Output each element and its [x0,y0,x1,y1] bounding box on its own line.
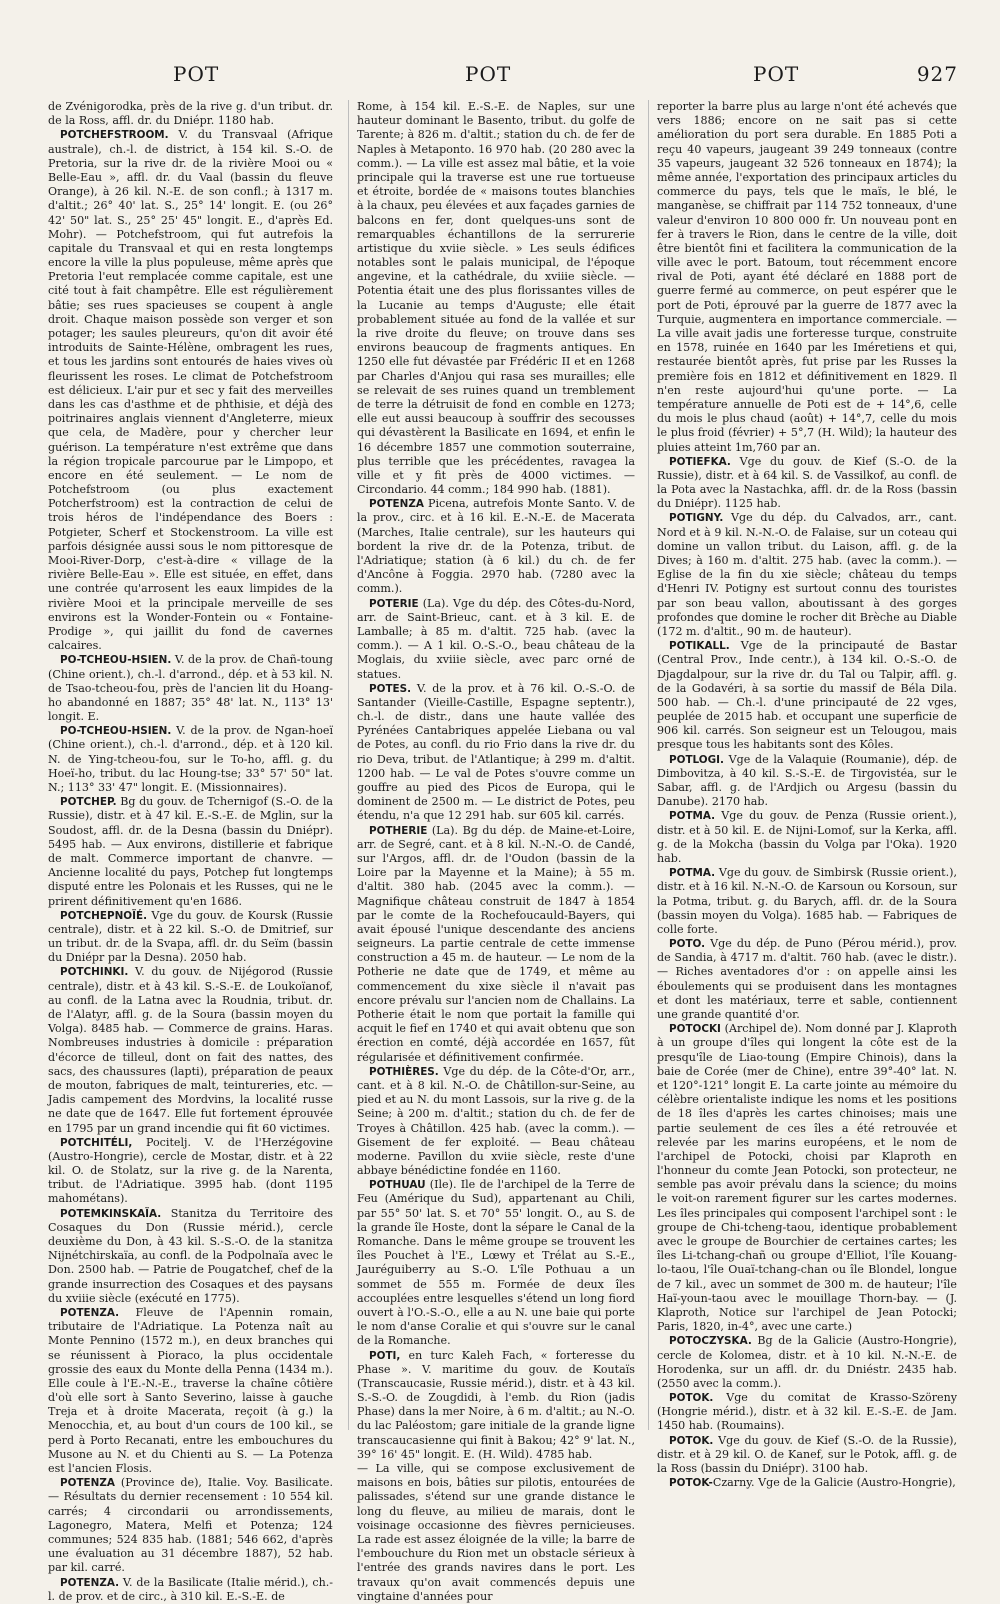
entry-headword: POTIGNY. [669,512,724,525]
dictionary-entry [357,1178,635,1348]
dictionary-entry [357,497,635,596]
entry-text: Vge du comitat de Krasso-Szöreny (Hongrie mérid.), distr. et à 32 kil. E.-S.-E. de Jam. 1450 hab. (Roumains). [657,1391,957,1433]
dictionary-entry [357,597,635,682]
entry-text: V. de la prov. et à 76 kil. O.-S.-O. de Santander (Vieille-Castille, Espagne septentr.), ch.-l. de distr., dans une haute vallée des Pyrénées Cantabriques appelée Liebana ou val de Potes, au confl. du rio Frio dans la rive dr. du rio Deva, tribut. de l'Atlantique; à 299 m. d'altit. 1200 hab. — Le val de Potes s'ouvre comme un gouffre au pied des Picos de Europa, qui le dominent de 2500 m. — Le district de Potes, peu étendu, n'a que 12 291 hab. sur 605 kil. carrés. [357,681,635,823]
entry-headword: POTOK. [669,1434,714,1447]
dictionary-entry [657,809,957,866]
dictionary-entry [657,1434,957,1477]
dictionary-entry [48,724,333,795]
entry-text: Bg du gouv. de Tchernigof (S.-O. de la Russie), distr. et à 47 kil. E.-S.-E. de Mglin, sur la Soudost, affl. dr. de la Desna (bassin du Dniépr). 5495 hab. — Aux environs, distillerie et fabrique de malt. Commerce important de chanvre. — Ancienne localité du pays, Potchep fut longtemps disputé entre les Polonais et les Russes, qui ne le prirent définitivement qu'en 1686. [48,795,333,908]
entry-headword: POTCHINKI. [60,966,129,979]
entry-headword: POTO. [669,938,706,951]
entry-text: Vge de la principauté de Bastar (Central Prov., Inde centr.), à 134 kil. O.-S.-O. de Djagdalpour, sur la rive dr. du Tal ou Talpir, affl. g. de la Godavéri, à sa sortie du massif de Béla Dila. 500 hab. — Ch.-l. d'une principauté de 22 vges, peuplée de 2015 hab. et occupant une superficie de 906 kil. carrés. Son seigneur est un Telougou, mais presque tous les habitants sont des Kôles. [657,639,957,752]
header-left-guideword: POT [173,62,220,86]
dictionary-entry [48,795,333,909]
entry-text: V. de la prov. de Chañ-toung (Chine orient.), ch.-l. d'arrond., dép. et à 53 kil. N. de Tsao-tcheou-fou, près de l'ancien lit du Hoang-ho abandonné en 1887; 35° 48' lat. N., 113° 13' longit. E. [48,653,333,724]
entry-headword: POTOK. [669,1392,714,1405]
entry-headword: POTOCZYSKA. [669,1335,752,1348]
entry-text: de Zvénigorodka, près de la rive g. d'un tribut. dr. de la Ross, affl. dr. du Dniépr. 1180 hab. [48,100,333,128]
entry-text: Pocitelj. V. de l'Herzégovine (Austro-Hongrie), cercle de Mostar, distr. et à 22 kil. O. de Stolatz, sur la rive g. de la Narenta, tribut. de l'Adriatique. 3995 hab. (dont 1195 mahométans). [48,1135,333,1206]
entry-headword: POTERIE [369,597,419,610]
entry-text: Vge du gouv. de Penza (Russie orient.), distr. et à 50 kil. E. de Nijni-Lomof, sur la Kerka, affl. g. de la Mokcha (bassin du Volga par l'Oka). 1920 hab. [657,809,957,865]
entry-text: en turc Kaleh Fach, « forteresse du Phase ». V. maritime du gouv. de Koutaïs (Transcaucasie, Russie mérid.), distr. et à 43 kil. S.-S.-O. de Zougdidi, à l'emb. du Rion (jadis Phase) dans la mer Noire, à 6 m. d'altit.; au N.-O. du lac Paléostom; gare initiale de la grande ligne transcaucasienne qui finit à Bakou; 42° 9' lat. N., 39° 16' 45" longit. E. (H. Wild). 4785 hab. [357,1348,635,1461]
dictionary-entry [48,1576,333,1604]
dictionary-entry [657,1476,957,1490]
entry-headword: POTCHEFSTROOM. [60,129,169,142]
entry-text: Vge du gouv. de Koursk (Russie centrale), distr. et à 22 kil. S.-O. de Dmitrief, sur un tribut. dr. de la Svapa, affl. dr. du Seïm (bassin du Dniépr par la Desna). 2050 hab. [48,908,333,965]
dictionary-entry [657,100,957,455]
running-header [48,62,958,96]
entry-text: Fleuve de l'Apennin romain, tributaire de l'Adriatique. La Potenza naît au Monte Pennino (1572 m.), en deux branches qui se réunissent à Pioraco, la plus occidentale grossie des eaux du Monte della Penna (1434 m.). Elle coule à l'E.-N.-E., traverse la chaîne côtière d'où elle sort à Santo Severino, laisse à gauche Treja et à droite Macerata, reçoit (à g.) la Menocchia, et, au bout d'un cours de 100 kil., se perd à Porto Recanati, entre les embouchures du Musone au N. et du Chienti au S. — La Potenza est l'ancien Flosis. [48,1305,333,1475]
dictionary-entry [48,653,333,724]
entry-text: (La). Bg du dép. de Maine-et-Loire, arr. de Segré, cant. et à 8 kil. N.-N.-O. de Candé, sur l'Argos, affl. dr. de l'Oudon (bassin de la Loire par la Mayenne et la Maine); à 55 m. d'altit. 380 hab. (2045 avec la comm.). — Magnifique château construit de 1847 à 1854 par le comte de la Rochefoucauld-Bayers, qui avait épousé l'unique descendante des anciens seigneurs. La partie centrale de cette immense construction a 45 m. de hauteur. — Le nom de la Potherie ne date que de 1749, et même au commencement du xixe siècle il n'avait pas encore prévalu sur l'ancien nom de Challains. La Potherie était le nom que portait la famille qui acquit le fief en 1740 et qui avait obtenu que son érection en comté, déjà accordée en 1657, fût régularisée et définitivement confirmée. [357,823,635,1064]
entry-headword: POTOK- [669,1477,713,1490]
dictionary-entry [357,824,635,1065]
entry-headword: POTENZA [369,498,424,511]
entry-text: Vge du dép. de Puno (Pérou mérid.), prov. de Sandia, à 4717 m. d'altit. 760 hab. (avec le distr.). — Riches aventadores d'or : on appelle ainsi les éboulements qui se produisent dans les montagnes et dont les matériaux, terre et sable, contiennent une grande quantité d'or. [657,937,957,1021]
entry-text: Vge de la Valaquie (Roumanie), dép. de Dimbovitza, à 40 kil. S.-S.-E. de Tirgovistéa, sur le Sabar, affl. g. de l'Ardjich ou Argesu (bassin du Danube). 2170 hab. [657,752,957,809]
entry-text: Czarny. Vge de la Galicie (Austro-Hongrie), [712,1476,956,1490]
dictionary-entry [657,937,957,1022]
dictionary-entry [357,682,635,824]
entry-headword: POTHIÈRES. [369,1065,439,1078]
dictionary-entry [657,866,957,937]
entry-text: Vge du gouv. de Kief (S.-O. de la Russie), distr. et à 29 kil. O. de Kanef, sur le Potok, affl. g. de la Ross (bassin du Dniépr). 3100 hab. [657,1433,957,1475]
entry-headword: POTES. [369,682,412,695]
entry-text: Vge du gouv. de Simbirsk (Russie orient.), distr. et à 16 kil. N.-N.-O. de Karsoun ou Korsoun, sur la Potma, tribut. g. du Barych, affl. dr. de la Soura (bassin moyen du Volga). 1685 hab. — Fabriques de colle forte. [657,866,957,936]
entry-text: (Province de), Italie. Voy. Basilicate. — Résultats du dernier recensement : 10 554 kil. carrés; 4 circondarii ou arrondissements, Lagonegro, Matera, Melfi et Potenza; 124 communes; 524 835 hab. (1881; 546 662, d'après une évaluation au 31 décembre 1887), 52 hab. par kil. carré. [48,1476,333,1575]
page-number: 927 [916,62,958,86]
entry-text: (Archipel de). Nom donné par J. Klaproth à un groupe d'îles qui longent la côte est de la presqu'île de Liao-toung (Empire Chinois), dans la baie de Corée (mer de Chine), entre 39°-40° lat. N. et 120°-121° longit E. La carte jointe au mémoire du célèbre orientaliste indique les noms et les positions de 18 îles d'après les cartes chinoises; mais une partie seulement de ces îles a été retrouvée et relevée par les marins européens, et le nom de l'archipel de Potocki, choisi par Klaproth en l'honneur du comte Jean Potocki, son protecteur, ne semble pas avoir prévalu dans la science; du moins le voit-on rarement figurer sur les cartes modernes. Les îles principales qui composent l'archipel sont : le groupe de Chi-tcheng-taou, identique probablement avec le groupe de Bourchier de certaines cartes; les îles Li-tchang-chañ ou groupe d'Elliot, l'île Kouang-lo-taou, l'île Ouaï-tchang-chan ou île Blondel, longue de 7 kil., avec un sommet de 300 m. de hauteur; l'île Haï-youn-taou avec le mouillage Thorn-bay. — (J. Klaproth, Notice sur l'archipel de Jean Potocki; Paris, 1820, in-4°, avec une carte.) [657,1022,957,1334]
entry-text: Vge du gouv. de Kief (S.-O. de la Russie), distr. et à 64 kil. S. de Vassilkof, au confl. de la Pota avec la Nastachka, affl. dr. de la Ross (bassin du Dniépr). 1125 hab. [657,454,957,511]
entry-headword: POTCHEP. [60,796,117,809]
dictionary-entry [657,1022,957,1334]
dictionary-entry [357,1349,635,1463]
text-columns [48,100,964,1603]
entry-text: Vge du dép. du Calvados, arr., cant. Nord et à 9 kil. N.-N.-O. de Falaise, sur un coteau qui domine un vallon tribut. du Laison, affl. g. de la Dives; à 160 m. d'altit. 275 hab. (avec la comm.). — Eglise de la fin du xie siècle; château du temps d'Henri IV. Potigny est surtout connu des touristes par son beau vallon, aboutissant à des gorges profondes que domine le rocher dit Brèche au Diable (172 m. d'altit., 90 m. de hauteur). [657,511,957,638]
entry-headword: POTMA. [669,810,716,823]
entry-headword: POTENZA. [60,1576,120,1589]
entry-text: Rome, à 154 kil. E.-S.-E. de Naples, sur une hauteur dominant le Basento, tribut. du golfe de Tarente; à 826 m. d'altit.; station du ch. de fer de Naples à Metaponto. 16 970 hab. (20 280 avec la comm.). — La ville est assez mal bâtie, et la voie principale qui la traverse est une rue tortueuse et étroite, bordée de « maisons toutes blanchies à la chaux, peu élevées et aux façades garnies de balcons en fer, dont quelques-uns sont de remarquables échantillons de la serrurerie artistique du xviie siècle. » Les seuls édifices notables sont le palais municipal, de l'époque angevine, et la cathédrale, du xviiie siècle. — Potentia était une des plus florissantes villes de la Lucanie au temps d'Auguste; elle était probablement située au fond de la vallée et sur la rive droite du fleuve; on trouve dans ses environs beaucoup de fragments antiques. En 1250 elle fut dévastée par Frédéric II et en 1268 par Charles d'Anjou qui rasa ses murailles; elle se relevait de ses ruines quand un tremblement de terre la détruisit de fond en comble en 1273; elle eut aussi beaucoup à souffrir des secousses qui dévastèrent la Basilicate en 1694, et enfin le 16 décembre 1857 une commotion souterraine, plus terrible que les précédentes, ravagea la ville et y fit près de 4000 victimes. — Circondario. 44 comm.; 184 990 hab. (1881). [357,100,635,497]
entry-text: V. de la Basilicate (Italie mérid.), ch.-l. de prov. et de circ., à 310 kil. E.-S.-E. de [48,1575,333,1603]
header-right-guideword: POT [753,62,800,86]
dictionary-entry [48,965,333,1135]
entry-text: (La). Vge du dép. des Côtes-du-Nord, arr. de Saint-Brieuc, cant. et à 3 kil. E. de Lamballe; à 85 m. d'altit. 725 hab. (avec la comm.). — A 1 kil. O.-S.-O., beau château de la Moglais, du xviiie siècle, avec parc orné de statues. [357,596,635,681]
dictionary-entry [48,1207,333,1306]
entry-text: — La ville, qui se compose exclusivement de maisons en bois, bâties sur pilotis, entourées de palissades, s'étend sur une grande distance le long du fleuve, au milieu de marais, dont le voisinage occasionne des fièvres pernicieuses. La rade est assez éloignée de la ville; la barre de l'embouchure du Rion met un obstacle sérieux à l'entrée des grands navires dans le port. Les travaux qu'on avait commencés depuis une vingtaine d'années pour [357,1462,635,1603]
dictionary-entry [357,100,635,497]
dictionary-entry [657,1334,957,1391]
dictionary-entry [48,100,333,128]
dictionary-entry [48,1136,333,1207]
column-1 [48,100,333,1603]
dictionary-entry [657,455,957,512]
entry-headword: POTHERIE [369,824,428,837]
entry-headword: POTIEFKA. [669,455,731,468]
entry-text: V. du Transvaal (Afrique australe), ch.-l. de district, à 154 kil. S.-O. de Pretoria, sur la rive dr. de la rivière Mooi ou « Belle-Eau », affl. dr. du Vaal (bassin du fleuve Orange), à 26 kil. N.-E. de son confl.; à 1317 m. d'altit.; 26° 40' lat. S., 25° 14' longit. E. (ou 26° 42' 50" lat. S., 25° 25' 45" longit. E., d'après Ed. Mohr). — Potchefstroom, qui fut autrefois la capitale du Transvaal et qui en resta longtemps encore la ville la plus populeuse, même après que Pretoria l'eut remplacée comme capitale, est une cité tout à fait champêtre. Elle est régulièrement bâtie; ses rues spacieuses se coupent à angle droit. Chaque maison possède son verger et son potager; les saules pleureurs, qu'on dit avoir été introduits de Sainte-Hélène, ombragent les rues, et tous les jardins sont entourés de haies vives où fleurissent les roses. Le climat de Potchefstroom est délicieux. L'air pur et sec y fait des merveilles dans les cas d'asthme et de phthisie, et déjà des poitrinaires anglais viennent d'Angleterre, mieux que cela, de Madère, pour y chercher leur guérison. La température n'est extrême que dans la région tropicale parcourue par le Limpopo, et encore en été seulement. — Le nom de Potchefstroom (ou plus exactement Potcherfstroom) est la contraction de celui de trois héros de l'indépendance des Boers : Potgieter, Scherf et Stockenstroom. La ville est parfois désignée aussi sous le nom pittoresque de Mooi-River-Dorp, c'est-à-dire « village de la rivière Belle-Eau ». Elle est située, en effet, dans une contrée qu'arrosent les eaux limpides de la rivière Mooi et la principale merveille de ses environs est la Wonder-Fontein ou « Fontaine-Prodige », qui jaillit du fond de cavernes calcaires. [48,128,333,653]
entry-headword: PO-TCHEOU-HSIEN. [60,654,172,667]
dictionary-entry [48,909,333,966]
entry-headword: POTCHEPNOÏÉ. [60,909,148,922]
entry-headword: POTENZA. [60,1306,120,1319]
entry-text: Stanitza du Territoire des Cosaques du Don (Russie mérid.), cercle deuxième du Don, à 43 kil. S.-S.-O. de la stanitza Nijnétchirskaïa, au confl. de la Podpolnaïa avec le Don. 2500 hab. — Patrie de Pougatchef, chef de la grande insurrection des Cosaques et des paysans du xviiie siècle (exécuté en 1775). [48,1206,333,1305]
entry-text: V. du gouv. de Nijégorod (Russie centrale), distr. et à 43 kil. S.-S.-E. de Loukoïanof, au confl. de la Latna avec la Roudnia, tribut. dr. de l'Alatyr, affl. g. de la Soura (bassin moyen du Volga). 8485 hab. — Commerce de grains. Haras. Nombreuses industries à domicile : préparation d'écorce de tilleul, dont on fait des nattes, des sacs, des chaussures (lapti), préparation de peaux de mouton, fabriques de malt, teintureries, etc. — Jadis campement des Mordvins, la localité russe ne date que de 1647. Elle fut fortement éprouvée en 1795 par un grand incendie qui fit 60 victimes. [48,965,333,1135]
dictionary-entry [357,1065,635,1179]
dictionary-entry [657,753,957,810]
entry-headword: POTLOGI. [669,753,724,766]
entry-headword: POTI, [369,1349,401,1362]
dictionary-entry [357,1462,635,1604]
entry-headword: POTCHITÉLI, [60,1136,133,1149]
entry-text: Bg de la Galicie (Austro-Hongrie), cercle de Kolomea, distr. et à 10 kil. N.-N.-E. de Horodenka, sur un affl. dr. du Dniéstr. 2435 hab. (2550 avec la comm.). [657,1334,957,1390]
dictionary-entry [657,511,957,639]
entry-headword: POTIKALL. [669,640,730,653]
entry-headword: POTHUAU [369,1179,426,1192]
dictionary-entry [48,1476,333,1575]
entry-headword: POTENZA [60,1477,115,1490]
entry-headword: POTMA. [669,867,716,880]
entry-text: (Ile). Ile de l'archipel de la Terre de Feu (Amérique du Sud), appartenant au Chili, par 55° 50' lat. S. et 70° 55' longit. O., au S. de la grande île Hoste, dont la sépare le Canal de la Romanche. Dans le même groupe se trouvent les îles Pouchet à l'E., Lœwy et Trélat au S.-E., Jauréguiberry au S.-O. L'île Pothuau a un sommet de 555 m. Formée de deux îles accouplées entre lesquelles s'étend un long fiord ouvert à l'O.-S.-O., elle a au N. une baie qui porte le nom d'anse Coralie et qui s'ouvre sur le canal de la Romanche. [357,1178,635,1348]
dictionary-entry [657,1391,957,1434]
entry-text: reporter la barre plus au large n'ont été achevés que vers 1886; encore on ne sait pas si cette amélioration du port sera durable. En 1885 Poti a reçu 40 vapeurs, jaugeant 39 249 tonneaux (contre 35 vapeurs, jaugeant 32 526 tonneaux en 1874); la même année, l'exportation des principaux articles du commerce du pays, tels que le maïs, le blé, le manganèse, se chiffrait par 114 752 tonneaux, d'une valeur d'environ 10 800 000 fr. Un nouveau pont en fer à travers le Rion, dans le centre de la ville, doit être bientôt fini et facilitera la communication de la ville avec le port. Batoum, tout récemment encore rival de Poti, ayant été déclaré en 1888 port de guerre fermé au commerce, on peut espérer que le port de Poti, éprouvé par la guerre de 1877 avec la Turquie, augmentera en importance commerciale. — La ville avait jadis une forteresse turque, construite en 1578, ruinée en 1640 par les Iméretiens et qui, restaurée bientôt après, fut prise par les Russes la première fois en 1812 et définitivement en 1829. Il n'en reste aujourd'hui qu'une porte. — La température annuelle de Poti est de + 14°,6, celle du mois le plus chaud (août) + 14°,7, celle du mois le plus froid (février) + 5°,7 (H. Wild); la hauteur des pluies atteint 1m,760 par an. [657,100,957,454]
entry-headword: PO-TCHEOU-HSIEN. [60,725,172,738]
entry-text: Picena, autrefois Monte Santo. V. de la prov., circ. et à 16 kil. E.-N.-E. de Macerata (Marches, Italie centrale), sur les hauteurs qui bordent la rive dr. de la Potenza, tribut. de l'Adriatique; station (à 6 kil.) du ch. de fer d'Ancône à Foggia. 2970 hab. (7280 avec la comm.). [357,497,635,596]
column-3 [648,100,957,1490]
dictionary-entry [657,639,957,753]
dictionary-entry [48,128,333,653]
entry-headword: POTOCKI [669,1023,721,1036]
entry-text: Vge du dép. de la Côte-d'Or, arr., cant. et à 8 kil. N.-O. de Châtillon-sur-Seine, au pied et au N. du mont Lassois, sur la rive g. de la Seine; à 200 m. d'altit.; station du ch. de fer de Troyes à Châtillon. 425 hab. (avec la comm.). — Gisement de fer exploité. — Beau château moderne. Pavillon du xviie siècle, reste d'une abbaye bénédictine fondée en 1160. [357,1064,635,1178]
entry-headword: POTEMKINSKAÏA. [60,1207,162,1220]
entry-text: V. de la prov. de Ngan-hoeï (Chine orient.), ch.-l. d'arrond., dép. et à 120 kil. N. de Ying-tcheou-fou, sur le To-ho, affl. g. du Hoeï-ho, tribut. du lac Houng-tse; 33° 57' 50" lat. N.; 113° 33' 47" longit. E. (Missionnaires). [48,724,333,794]
dictionary-entry [48,1306,333,1476]
header-center-guideword: POT [465,62,512,86]
column-2 [348,100,635,1603]
